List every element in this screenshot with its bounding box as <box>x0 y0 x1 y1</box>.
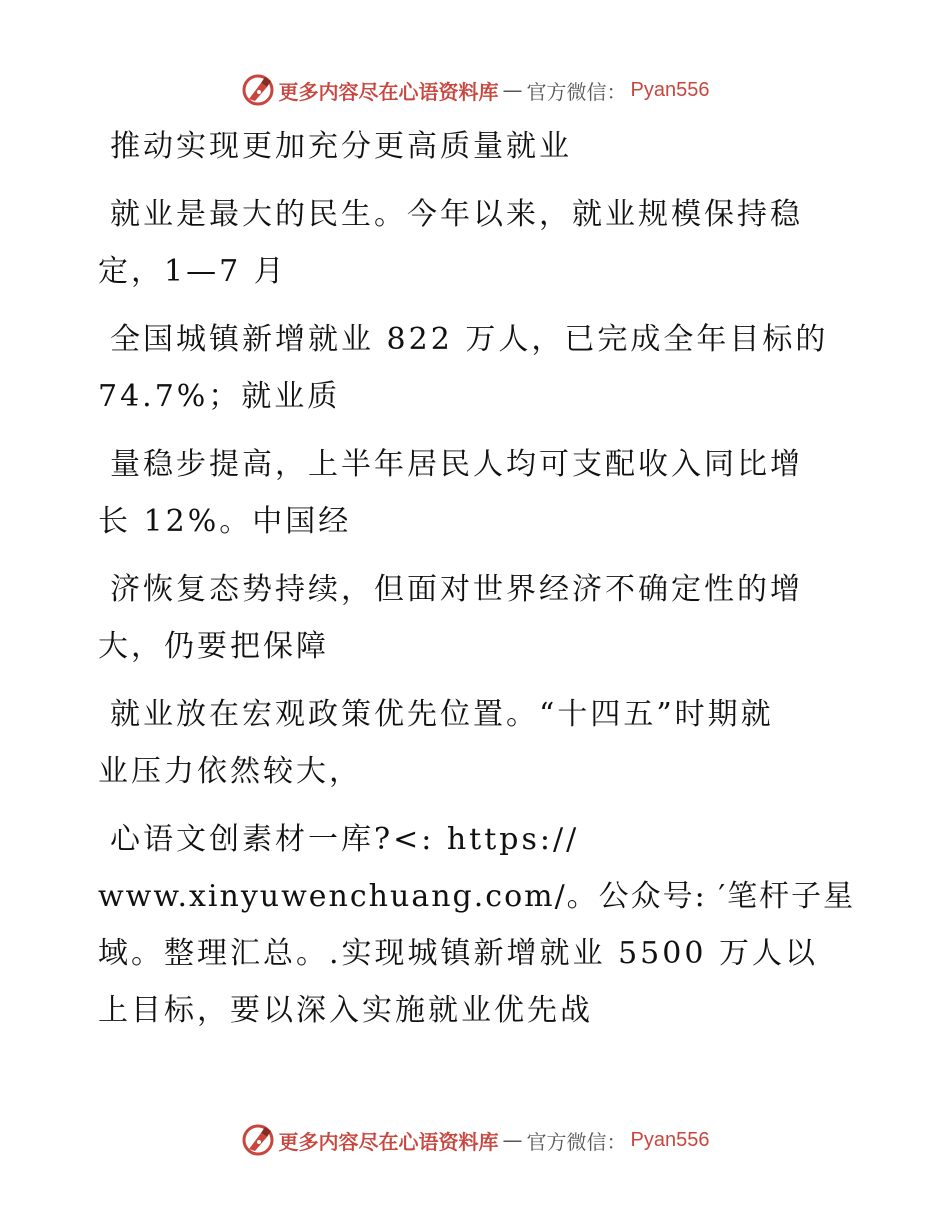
pen-nib-circle-icon <box>241 1123 275 1157</box>
paragraph-line: 全国城镇新增就业 822 万人，已完成全年目标的 <box>110 322 829 357</box>
paragraph-line: 心语文创素材一库?<: https:// <box>110 822 580 857</box>
paragraph-line: 就业是最大的民生。今年以来，就业规模保持稳 <box>110 197 803 232</box>
watermark-wechat-id: Pyan556 <box>630 78 710 101</box>
watermark-text: 更多内容尽在心语资料库 <box>278 1129 499 1154</box>
document-body <box>98 118 858 1050</box>
watermark-wechat-label: 官方微信： <box>526 1129 627 1154</box>
watermark-wechat-label: 官方微信： <box>526 79 627 104</box>
watermark-text: 更多内容尽在心语资料库 <box>278 79 499 104</box>
paragraph-6 <box>98 811 858 1039</box>
paragraph-line: 长 12%。中国经 <box>98 504 352 539</box>
paragraph-3 <box>98 436 858 550</box>
paragraph-line: www.xinyuwenchuang.com/。公众号: ′笔杆子星 <box>98 879 856 914</box>
paragraph-line: 就业放在宏观政策优先位置。“十四五”时期就 <box>110 697 774 732</box>
paragraph-4 <box>98 561 858 675</box>
paragraph-line: 量稳步提高，上半年居民人均可支配收入同比增 <box>110 447 803 482</box>
watermark-wechat-id: Pyan556 <box>630 1128 710 1151</box>
paragraph-line: 业压力依然较大， <box>98 754 362 789</box>
paragraph-line: 上目标，要以深入实施就业优先战 <box>98 993 593 1028</box>
footer-watermark <box>0 1120 950 1160</box>
watermark-separator: — <box>502 78 523 102</box>
paragraph-2 <box>98 311 858 425</box>
paragraph-line: 大，仍要把保障 <box>98 629 329 664</box>
paragraph-line: 74.7%；就业质 <box>98 379 341 414</box>
paragraph-5 <box>98 686 858 800</box>
pen-nib-circle-icon <box>241 73 275 107</box>
watermark-separator: — <box>502 1128 523 1152</box>
paragraph-line: 定，1—7 月 <box>98 254 287 289</box>
paragraph-line: 济恢复态势持续，但面对世界经济不确定性的增 <box>110 572 803 607</box>
paragraph-1 <box>98 186 858 300</box>
paragraph-line: 域。整理汇总。.实现城镇新增就业 5500 万人以 <box>98 936 818 971</box>
header-watermark <box>0 70 950 110</box>
document-title: 推动实现更加充分更高质量就业 <box>110 129 572 164</box>
